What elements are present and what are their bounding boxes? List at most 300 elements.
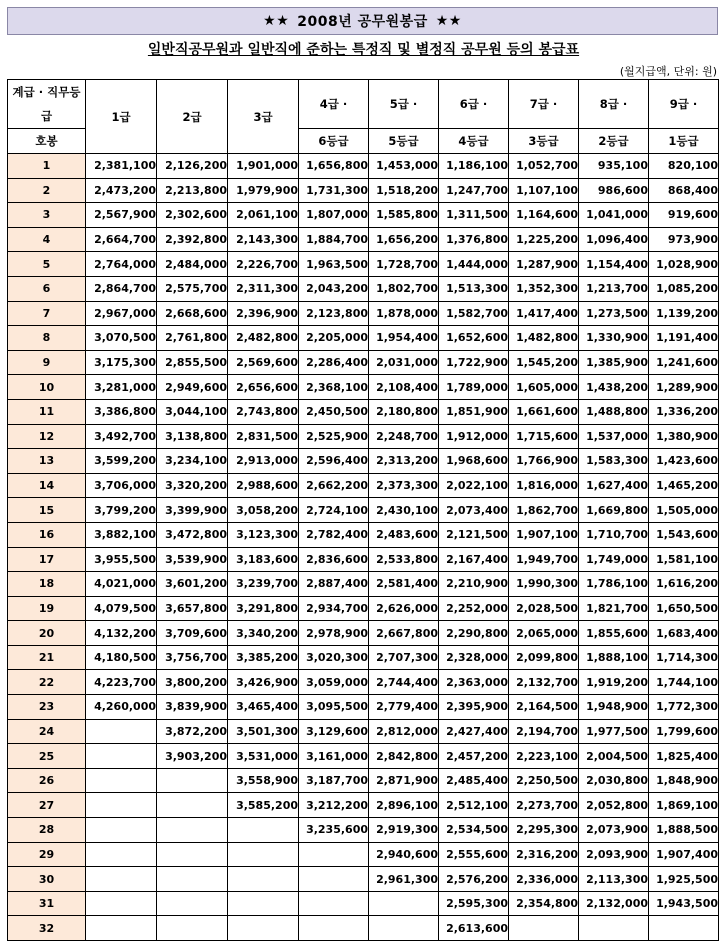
- salary-cell: 1,714,300: [649, 645, 719, 670]
- salary-cell: 4,132,200: [86, 621, 157, 646]
- salary-cell: 1,949,700: [509, 547, 579, 572]
- step-number: 17: [8, 547, 86, 572]
- salary-cell: 2,073,900: [579, 818, 649, 843]
- title-stars-left: ★★: [263, 13, 290, 29]
- step-number: 2: [8, 178, 86, 203]
- salary-cell: 2,248,700: [369, 424, 439, 449]
- salary-cell: [86, 719, 157, 744]
- salary-cell: 1,652,600: [439, 326, 509, 351]
- salary-cell: 3,872,200: [157, 719, 228, 744]
- salary-cell: 1,385,900: [579, 350, 649, 375]
- step-number: 10: [8, 375, 86, 400]
- salary-cell: 1,191,400: [649, 326, 719, 351]
- title-stars-right: ★★: [435, 13, 462, 29]
- salary-cell: 2,395,900: [439, 695, 509, 720]
- salary-cell: 1,273,500: [579, 301, 649, 326]
- salary-cell: [228, 842, 299, 867]
- step-number: 1: [8, 154, 86, 179]
- salary-cell: [157, 867, 228, 892]
- salary-cell: 1,650,500: [649, 596, 719, 621]
- salary-cell: 2,223,100: [509, 744, 579, 769]
- salary-cell: 2,782,400: [299, 522, 369, 547]
- salary-cell: 3,239,700: [228, 572, 299, 597]
- salary-cell: 1,582,700: [439, 301, 509, 326]
- salary-cell: [299, 867, 369, 892]
- salary-cell: 2,396,900: [228, 301, 299, 326]
- salary-cell: 2,575,700: [157, 276, 228, 301]
- column-header-grade: 8급 ·: [579, 80, 649, 129]
- salary-cell: 2,473,200: [86, 178, 157, 203]
- salary-cell: 2,363,000: [439, 670, 509, 695]
- salary-cell: 3,138,800: [157, 424, 228, 449]
- salary-cell: [299, 842, 369, 867]
- salary-cell: 1,164,600: [509, 203, 579, 228]
- table-row: [8, 154, 719, 179]
- salary-cell: 3,799,200: [86, 498, 157, 523]
- table-row: [8, 547, 719, 572]
- salary-cell: 3,558,900: [228, 768, 299, 793]
- salary-cell: 1,786,100: [579, 572, 649, 597]
- salary-cell: 1,731,300: [299, 178, 369, 203]
- salary-cell: 1,749,000: [579, 547, 649, 572]
- salary-cell: 2,028,500: [509, 596, 579, 621]
- salary-cell: 2,031,000: [369, 350, 439, 375]
- salary-cell: 1,943,500: [649, 891, 719, 916]
- salary-cell: 1,869,100: [649, 793, 719, 818]
- table-row: [8, 498, 719, 523]
- salary-cell: 2,132,000: [579, 891, 649, 916]
- step-number: 5: [8, 252, 86, 277]
- salary-cell: 1,041,000: [579, 203, 649, 228]
- salary-cell: 2,143,300: [228, 227, 299, 252]
- salary-cell: 3,340,200: [228, 621, 299, 646]
- salary-cell: 3,161,000: [299, 744, 369, 769]
- page-subtitle: 일반직공무원과 일반직에 준하는 특정직 및 별정직 공무원 등의 봉급표: [147, 42, 580, 58]
- salary-cell: 1,722,900: [439, 350, 509, 375]
- table-header: [8, 80, 719, 154]
- salary-cell: 2,864,700: [86, 276, 157, 301]
- salary-cell: [86, 867, 157, 892]
- step-number: 19: [8, 596, 86, 621]
- salary-cell: 2,724,100: [299, 498, 369, 523]
- salary-cell: 3,234,100: [157, 449, 228, 474]
- salary-cell: 1,661,600: [509, 399, 579, 424]
- step-number: 23: [8, 695, 86, 720]
- salary-cell: [86, 793, 157, 818]
- salary-cell: 1,545,200: [509, 350, 579, 375]
- salary-cell: 1,352,300: [509, 276, 579, 301]
- pay-table: [7, 79, 719, 941]
- salary-cell: 3,756,700: [157, 645, 228, 670]
- salary-cell: 3,399,900: [157, 498, 228, 523]
- salary-cell: 2,121,500: [439, 522, 509, 547]
- salary-cell: 935,100: [579, 154, 649, 179]
- salary-cell: 2,812,000: [369, 719, 439, 744]
- salary-cell: 2,313,200: [369, 449, 439, 474]
- salary-cell: [157, 818, 228, 843]
- table-row: [8, 572, 719, 597]
- salary-cell: 1,821,700: [579, 596, 649, 621]
- salary-cell: [86, 818, 157, 843]
- salary-cell: 2,450,500: [299, 399, 369, 424]
- step-number: 31: [8, 891, 86, 916]
- salary-cell: 2,273,700: [509, 793, 579, 818]
- salary-cell: 4,079,500: [86, 596, 157, 621]
- salary-cell: 1,154,400: [579, 252, 649, 277]
- salary-cell: 3,212,200: [299, 793, 369, 818]
- salary-cell: 1,888,500: [649, 818, 719, 843]
- salary-cell: 3,585,200: [228, 793, 299, 818]
- salary-cell: [228, 818, 299, 843]
- table-row: [8, 596, 719, 621]
- salary-cell: 2,427,400: [439, 719, 509, 744]
- salary-cell: 1,979,900: [228, 178, 299, 203]
- salary-cell: [86, 891, 157, 916]
- salary-cell: 3,175,300: [86, 350, 157, 375]
- corner-header-grade: 계급 · 직무등급: [8, 80, 86, 129]
- salary-cell: 1,052,700: [509, 154, 579, 179]
- salary-cell: 1,139,200: [649, 301, 719, 326]
- salary-cell: 1,656,200: [369, 227, 439, 252]
- table-row: [8, 350, 719, 375]
- salary-cell: 1,028,900: [649, 252, 719, 277]
- salary-cell: 2,533,800: [369, 547, 439, 572]
- salary-cell: 3,599,200: [86, 449, 157, 474]
- step-number: 32: [8, 916, 86, 941]
- salary-cell: 2,457,200: [439, 744, 509, 769]
- salary-cell: 1,884,700: [299, 227, 369, 252]
- salary-cell: 1,438,200: [579, 375, 649, 400]
- table-row: [8, 744, 719, 769]
- salary-cell: 1,862,700: [509, 498, 579, 523]
- salary-cell: 2,534,500: [439, 818, 509, 843]
- salary-cell: 1,710,700: [579, 522, 649, 547]
- salary-cell: 2,113,300: [579, 867, 649, 892]
- step-number: 3: [8, 203, 86, 228]
- salary-cell: 1,825,400: [649, 744, 719, 769]
- step-number: 16: [8, 522, 86, 547]
- step-number: 18: [8, 572, 86, 597]
- salary-cell: 1,289,900: [649, 375, 719, 400]
- salary-cell: 1,465,200: [649, 473, 719, 498]
- step-number: 11: [8, 399, 86, 424]
- salary-cell: 1,683,400: [649, 621, 719, 646]
- table-row: [8, 867, 719, 892]
- salary-cell: [299, 891, 369, 916]
- salary-cell: 3,426,900: [228, 670, 299, 695]
- salary-cell: 2,613,600: [439, 916, 509, 941]
- step-number: 22: [8, 670, 86, 695]
- salary-cell: 1,376,800: [439, 227, 509, 252]
- salary-cell: 3,709,600: [157, 621, 228, 646]
- salary-cell: 3,129,600: [299, 719, 369, 744]
- salary-cell: 2,483,600: [369, 522, 439, 547]
- salary-cell: 2,226,700: [228, 252, 299, 277]
- salary-cell: 2,485,400: [439, 768, 509, 793]
- salary-cell: 4,223,700: [86, 670, 157, 695]
- salary-cell: 2,567,900: [86, 203, 157, 228]
- salary-cell: 1,816,000: [509, 473, 579, 498]
- salary-cell: 1,656,800: [299, 154, 369, 179]
- salary-cell: [86, 744, 157, 769]
- salary-cell: 2,123,800: [299, 301, 369, 326]
- salary-cell: 986,600: [579, 178, 649, 203]
- salary-cell: 1,186,100: [439, 154, 509, 179]
- salary-cell: 2,099,800: [509, 645, 579, 670]
- salary-cell: 2,978,900: [299, 621, 369, 646]
- column-header: 2급: [157, 80, 228, 154]
- salary-cell: 2,336,000: [509, 867, 579, 892]
- salary-cell: 2,576,200: [439, 867, 509, 892]
- salary-cell: 1,848,900: [649, 768, 719, 793]
- table-row: [8, 522, 719, 547]
- salary-cell: 3,059,000: [299, 670, 369, 695]
- salary-cell: 2,065,000: [509, 621, 579, 646]
- salary-cell: 3,657,800: [157, 596, 228, 621]
- salary-cell: 1,888,100: [579, 645, 649, 670]
- salary-cell: 1,789,000: [439, 375, 509, 400]
- column-header: 3급: [228, 80, 299, 154]
- table-row: [8, 842, 719, 867]
- salary-cell: 3,839,900: [157, 695, 228, 720]
- salary-cell: 1,912,000: [439, 424, 509, 449]
- salary-cell: 2,180,800: [369, 399, 439, 424]
- salary-cell: 3,183,600: [228, 547, 299, 572]
- salary-cell: 2,512,100: [439, 793, 509, 818]
- salary-cell: 3,044,100: [157, 399, 228, 424]
- salary-cell: 2,430,100: [369, 498, 439, 523]
- salary-cell: 3,386,800: [86, 399, 157, 424]
- salary-cell: 3,070,500: [86, 326, 157, 351]
- salary-cell: 1,851,900: [439, 399, 509, 424]
- salary-cell: 1,963,500: [299, 252, 369, 277]
- salary-cell: 1,807,000: [299, 203, 369, 228]
- salary-cell: 2,779,400: [369, 695, 439, 720]
- salary-cell: 4,021,000: [86, 572, 157, 597]
- table-row: [8, 424, 719, 449]
- salary-cell: 2,744,400: [369, 670, 439, 695]
- salary-cell: 1,513,300: [439, 276, 509, 301]
- salary-cell: 2,368,100: [299, 375, 369, 400]
- table-row: [8, 449, 719, 474]
- salary-cell: 2,855,500: [157, 350, 228, 375]
- table-row: [8, 670, 719, 695]
- salary-cell: 2,626,000: [369, 596, 439, 621]
- salary-cell: 2,831,500: [228, 424, 299, 449]
- column-header-level: 2등급: [579, 129, 649, 154]
- table-row: [8, 203, 719, 228]
- salary-cell: [228, 867, 299, 892]
- salary-cell: 2,707,300: [369, 645, 439, 670]
- column-header-level: 6등급: [299, 129, 369, 154]
- salary-cell: [157, 768, 228, 793]
- step-number: 30: [8, 867, 86, 892]
- salary-cell: 2,286,400: [299, 350, 369, 375]
- table-row: [8, 375, 719, 400]
- salary-cell: 1,919,200: [579, 670, 649, 695]
- salary-cell: 2,043,200: [299, 276, 369, 301]
- salary-cell: 2,555,600: [439, 842, 509, 867]
- salary-cell: 3,385,200: [228, 645, 299, 670]
- step-number: 9: [8, 350, 86, 375]
- salary-cell: 3,531,000: [228, 744, 299, 769]
- salary-cell: 2,250,500: [509, 768, 579, 793]
- salary-cell: 1,505,000: [649, 498, 719, 523]
- salary-cell: 3,882,100: [86, 522, 157, 547]
- salary-cell: 2,887,400: [299, 572, 369, 597]
- title-bar: [7, 7, 718, 35]
- salary-cell: 1,907,400: [649, 842, 719, 867]
- salary-cell: 1,543,600: [649, 522, 719, 547]
- salary-cell: 1,247,700: [439, 178, 509, 203]
- salary-cell: 2,967,000: [86, 301, 157, 326]
- step-number: 7: [8, 301, 86, 326]
- column-header-grade: 6급 ·: [439, 80, 509, 129]
- salary-cell: 1,241,600: [649, 350, 719, 375]
- salary-cell: 2,022,100: [439, 473, 509, 498]
- salary-cell: 1,855,600: [579, 621, 649, 646]
- table-row: [8, 695, 719, 720]
- column-header: 1급: [86, 80, 157, 154]
- salary-cell: 2,743,800: [228, 399, 299, 424]
- salary-cell: 2,108,400: [369, 375, 439, 400]
- salary-cell: 2,919,300: [369, 818, 439, 843]
- salary-cell: 2,061,100: [228, 203, 299, 228]
- salary-cell: 2,052,800: [579, 793, 649, 818]
- salary-cell: 1,336,200: [649, 399, 719, 424]
- salary-cell: 2,316,200: [509, 842, 579, 867]
- salary-cell: [157, 793, 228, 818]
- salary-cell: 3,800,200: [157, 670, 228, 695]
- salary-cell: [86, 768, 157, 793]
- salary-cell: 2,354,800: [509, 891, 579, 916]
- salary-cell: 2,596,400: [299, 449, 369, 474]
- step-number: 14: [8, 473, 86, 498]
- step-number: 26: [8, 768, 86, 793]
- salary-cell: 3,058,200: [228, 498, 299, 523]
- step-number: 28: [8, 818, 86, 843]
- salary-cell: 2,842,800: [369, 744, 439, 769]
- table-row: [8, 178, 719, 203]
- step-number: 24: [8, 719, 86, 744]
- salary-cell: 2,961,300: [369, 867, 439, 892]
- salary-cell: 2,030,800: [579, 768, 649, 793]
- salary-cell: 1,444,000: [439, 252, 509, 277]
- salary-cell: 1,669,800: [579, 498, 649, 523]
- step-number: 15: [8, 498, 86, 523]
- salary-cell: 1,802,700: [369, 276, 439, 301]
- salary-cell: 1,581,100: [649, 547, 719, 572]
- salary-cell: 2,896,100: [369, 793, 439, 818]
- salary-cell: 2,167,400: [439, 547, 509, 572]
- salary-cell: 2,252,000: [439, 596, 509, 621]
- column-header-grade: 9급 ·: [649, 80, 719, 129]
- salary-cell: 1,772,300: [649, 695, 719, 720]
- salary-cell: 3,472,800: [157, 522, 228, 547]
- salary-cell: 1,423,600: [649, 449, 719, 474]
- column-header-level: 5등급: [369, 129, 439, 154]
- salary-cell: 2,164,500: [509, 695, 579, 720]
- salary-cell: 2,662,200: [299, 473, 369, 498]
- salary-cell: 2,988,600: [228, 473, 299, 498]
- salary-cell: 3,095,500: [299, 695, 369, 720]
- table-row: [8, 473, 719, 498]
- salary-cell: 2,328,000: [439, 645, 509, 670]
- salary-cell: 4,180,500: [86, 645, 157, 670]
- salary-cell: 1,287,900: [509, 252, 579, 277]
- salary-cell: 3,601,200: [157, 572, 228, 597]
- salary-cell: [157, 842, 228, 867]
- salary-cell: 1,907,100: [509, 522, 579, 547]
- salary-cell: 3,465,400: [228, 695, 299, 720]
- salary-cell: 3,123,300: [228, 522, 299, 547]
- column-header-level: 3등급: [509, 129, 579, 154]
- table-row: [8, 621, 719, 646]
- table-row: [8, 276, 719, 301]
- salary-cell: 3,501,300: [228, 719, 299, 744]
- salary-cell: 2,132,700: [509, 670, 579, 695]
- salary-cell: 3,187,700: [299, 768, 369, 793]
- step-number: 27: [8, 793, 86, 818]
- column-header-level: 4등급: [439, 129, 509, 154]
- step-number: 8: [8, 326, 86, 351]
- salary-cell: [228, 891, 299, 916]
- step-number: 21: [8, 645, 86, 670]
- salary-cell: 2,940,600: [369, 842, 439, 867]
- table-row: [8, 768, 719, 793]
- salary-cell: 2,210,900: [439, 572, 509, 597]
- salary-cell: 868,400: [649, 178, 719, 203]
- salary-cell: 3,492,700: [86, 424, 157, 449]
- salary-cell: 973,900: [649, 227, 719, 252]
- salary-cell: 1,096,400: [579, 227, 649, 252]
- salary-cell: 3,235,600: [299, 818, 369, 843]
- salary-cell: 4,260,000: [86, 695, 157, 720]
- table-row: [8, 326, 719, 351]
- salary-cell: 2,073,400: [439, 498, 509, 523]
- salary-cell: 1,380,900: [649, 424, 719, 449]
- salary-cell: 2,913,000: [228, 449, 299, 474]
- salary-cell: 1,799,600: [649, 719, 719, 744]
- salary-cell: 1,518,200: [369, 178, 439, 203]
- step-number: 20: [8, 621, 86, 646]
- salary-cell: [157, 891, 228, 916]
- salary-cell: 2,392,800: [157, 227, 228, 252]
- salary-cell: 2,761,800: [157, 326, 228, 351]
- salary-cell: 2,290,800: [439, 621, 509, 646]
- salary-cell: [86, 842, 157, 867]
- table-row: [8, 719, 719, 744]
- salary-cell: 1,085,200: [649, 276, 719, 301]
- salary-cell: 2,581,400: [369, 572, 439, 597]
- page-title: 2008년 공무원봉급: [297, 14, 428, 30]
- salary-cell: 2,484,000: [157, 252, 228, 277]
- salary-cell: 2,205,000: [299, 326, 369, 351]
- salary-cell: 2,836,600: [299, 547, 369, 572]
- salary-cell: 2,194,700: [509, 719, 579, 744]
- salary-cell: 2,311,300: [228, 276, 299, 301]
- salary-cell: 1,766,900: [509, 449, 579, 474]
- salary-cell: 1,225,200: [509, 227, 579, 252]
- table-row: [8, 891, 719, 916]
- salary-cell: 1,990,300: [509, 572, 579, 597]
- table-row: [8, 818, 719, 843]
- salary-cell: 1,728,700: [369, 252, 439, 277]
- salary-cell: 2,667,800: [369, 621, 439, 646]
- salary-cell: 1,213,700: [579, 276, 649, 301]
- salary-cell: 919,600: [649, 203, 719, 228]
- salary-cell: 2,595,300: [439, 891, 509, 916]
